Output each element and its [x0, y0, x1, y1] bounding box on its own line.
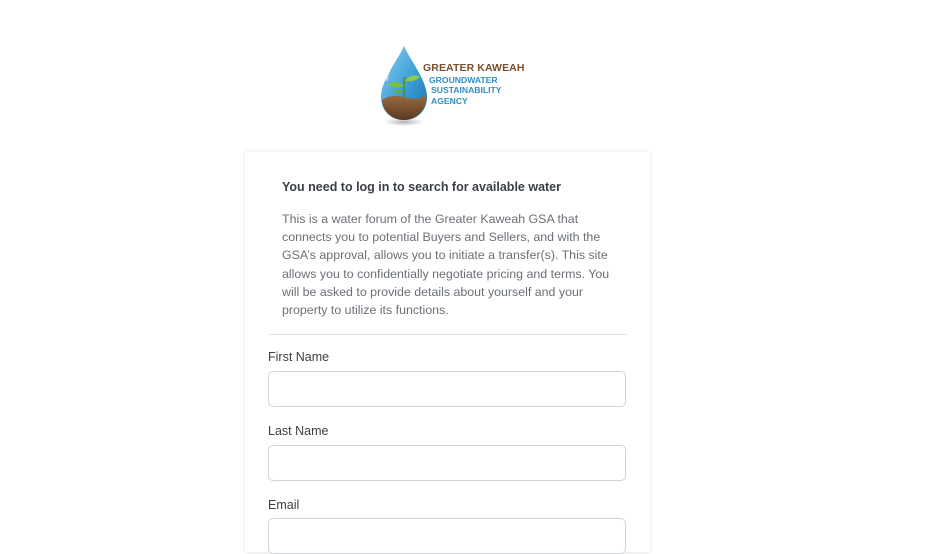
login-card — [245, 152, 650, 552]
divider — [268, 334, 628, 335]
agency-logo — [378, 44, 528, 128]
agency-logo-text — [423, 63, 525, 106]
logo-line-3: SUSTAINABILITY — [431, 85, 502, 95]
email-input[interactable] — [268, 518, 626, 554]
email-label: Email — [268, 498, 300, 512]
logo-line-4: AGENCY — [431, 95, 468, 106]
logo-line-2: GROUNDWATER — [429, 74, 498, 85]
logo-line-1: GREATER KAWEAH — [423, 62, 525, 74]
forum-description: This is a water forum of the Greater Kaweah GSA that connects you to potential Buyers and Sellers, and with the GSA’s approval, allows you to initiate a transfer(s). This site allows you to confidentially negotiate pricing and terms. You will be asked to provide details about yourself and your property to utilize its functions. — [282, 212, 610, 318]
first-name-label: First Name — [268, 350, 330, 364]
water-drop-icon — [378, 44, 428, 128]
first-name-input[interactable] — [268, 371, 626, 407]
login-notice-title: You need to log in to search for available water — [282, 180, 561, 194]
last-name-input[interactable] — [268, 445, 626, 481]
last-name-label: Last Name — [268, 424, 329, 438]
